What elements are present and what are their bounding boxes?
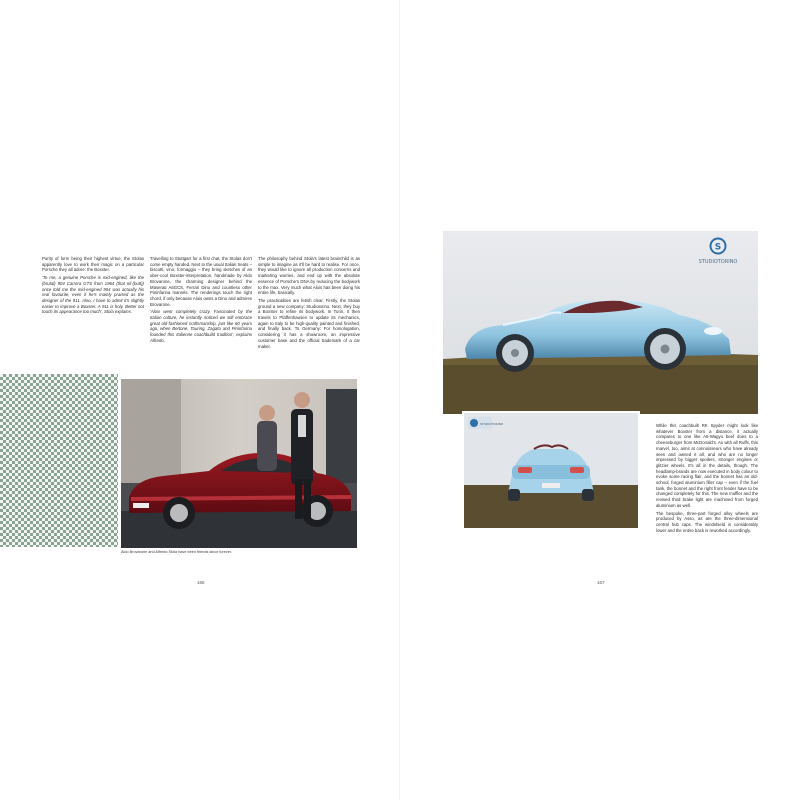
quote: 'Alois went completely crazy. Fascinated by the Italian culture, he instantly noticed we still embrace great old-fashioned craftsmanship, just like 60 years ago, when Bertone, Touring, Zagato and Pininfarina founded this Italienne coachbuild tradition', explains Alfredo. (150, 309, 252, 343)
photo-caption: Aldo Brovarone and Alfredo Stola have been friends since forever. (121, 550, 233, 554)
left-text-column-3 (258, 256, 360, 351)
paragraph: Purity of form being their highest virtue, the Stolas apparently love to work their magic on a particular Porsche they all adore: the Boxster. (42, 256, 144, 273)
sketch-side-graphic (443, 231, 758, 414)
paragraph: Travelling to Stuttgart for a first chat, the Stolas don't come empty handed. Next to the usual Italian treats – biscotti, vino, formaggio – they bring sketches of an uber-cool Boxster-interpretation, handmade by Aldo Brovarone, the charming designer behind the Maserati A6GCS, Ferrari Dino and countless other Pininfarina marvels. The renderings touch the right chord, if only because Alois owns a Dino and admires Brovarone. (150, 256, 252, 307)
paragraph: The practicalities are fetish clear. Firstly, the Stolas ground a new company: Studiotorino. Next, they buy a Boxster to refine its bodywork. In Turin. It then travels to Pfaffenhausen to update its mechanics, again to Italy to be high-quality painted and finished, and finally back. To Germany: For homologation, considering it has a showroom, an impressive customer base and the official trademark of a car maker. (258, 297, 360, 349)
paragraph: The philosophy behind Stola's latest brainchild is as simple to imagine as it'll be hard to realise. For once, they would like to ignore all production concerns and marketing worries, and end up with the absolute essence of Porsche's DNA by reducing the bodywork to the max. Very much what Alois has been doing his entire life, basically. (258, 256, 360, 296)
sketch-side-view (443, 231, 758, 414)
left-text-column-2 (150, 256, 252, 346)
sketch-rear-graphic (464, 413, 638, 528)
paragraph: While this coachbuilt RK Spyder might look like whatever Boxster from a distance, it actually compares to one like A5-Wagyu beef does to a cheeseburger from McDonald's. As with all Ruffs, this marvel, too, aims at connoisseurs who have already seen and owned it all, and who are no longer impressed by bigger spoilers, stronger engines or glitzier wheels. It's all in the details, though. The headlamp-brands are now executed in body colour to evoke some racing flair, and the bonnet has an old-school, forged aluminium filler cap – even if the fuel tank, the bonnet and the right front fender have to be changed completely for this. The new muffler and the revised third brake light are machined from forged aluminium as well. (656, 423, 758, 508)
houndstooth-pattern (0, 374, 118, 547)
svg-text:S: S (714, 242, 722, 253)
left-text-column-1 (42, 256, 144, 317)
dino-photo (121, 379, 357, 548)
sketch-logo-text-2: STUDIOTORINO (480, 422, 504, 426)
page-number: 167 (597, 580, 605, 585)
page-number: 166 (197, 580, 205, 585)
sketch-rear-view (462, 411, 640, 530)
paragraph: The bespoke, three-part forged alloy wheels are produced by Asso, as are the three-dimensional central hub caps. The windshield is considerably lower and the entire back is reworked accordingly. (656, 510, 758, 533)
dino-photo-graphic (121, 379, 357, 548)
right-page (400, 0, 800, 800)
sketch-logo-text: STUDIOTORINO (698, 259, 738, 265)
right-text-column (656, 423, 758, 535)
quote: 'To me, a genuine Porsche is mid-engined, like the (brutal) 904 Carrera GTS from 1964 (that oil-(butt)) once told me the mid-engined 904 was actually his real favourite, even if he's mainly praised as the designer of the 911. Also, I have to admit it's slightly easier to improve a Boxster. A 911 is holy. Better not touch its appearance too much', Stola explains. (42, 275, 144, 315)
